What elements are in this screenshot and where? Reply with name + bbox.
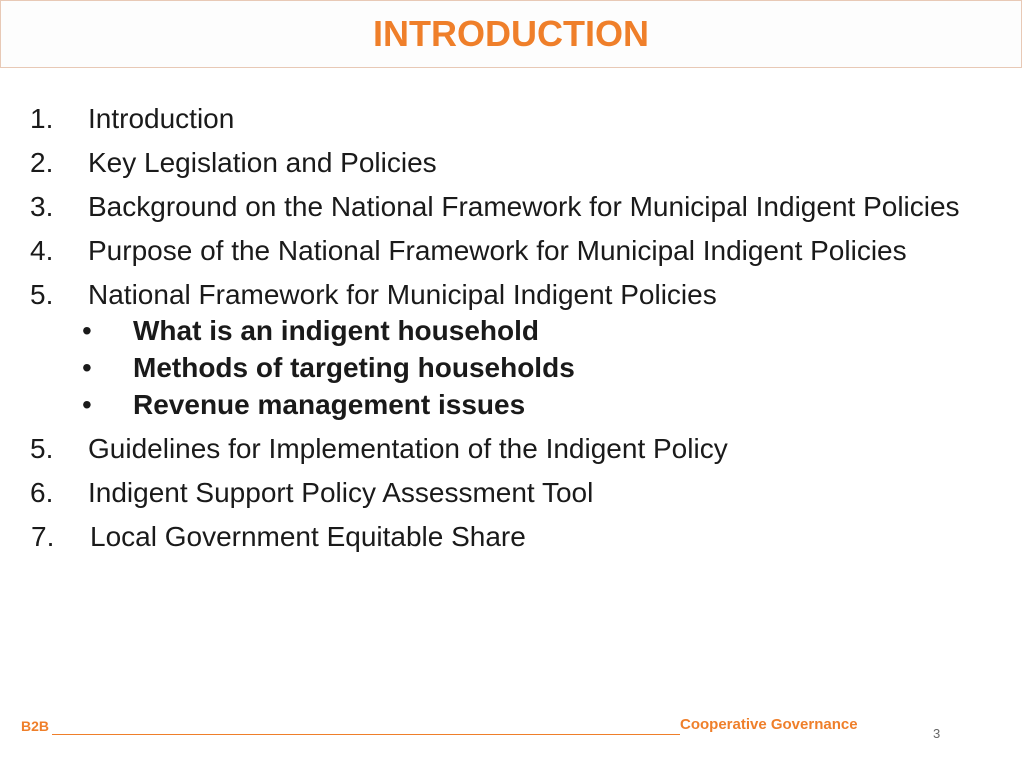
bullet-icon: • [82, 352, 92, 383]
agenda-item [30, 104, 970, 134]
agenda-list [30, 104, 970, 566]
agenda-item [30, 192, 970, 222]
agenda-item-number: 7. [31, 521, 55, 552]
agenda-item-number: 3. [30, 191, 54, 222]
agenda-item-text: Key Legislation and Policies [88, 147, 437, 178]
agenda-item-text: Purpose of the National Framework for Municipal Indigent Policies [88, 235, 907, 266]
agenda-item-text: Guidelines for Implementation of the Indigent Policy [88, 433, 728, 464]
footer-divider [52, 734, 680, 735]
agenda-item-text: Indigent Support Policy Assessment Tool [88, 477, 594, 508]
agenda-item-number: 2. [30, 147, 54, 178]
agenda-item [30, 236, 970, 266]
slide-footer [0, 712, 1024, 768]
agenda-item [30, 434, 970, 464]
slide-title: INTRODUCTION [373, 13, 649, 54]
agenda-subitem-text: What is an indigent household [133, 315, 539, 346]
agenda-item [30, 280, 970, 310]
agenda-item-text: National Framework for Municipal Indigent Policies [88, 279, 717, 310]
agenda-item [30, 478, 970, 508]
footer-organization: Cooperative Governance [680, 716, 858, 733]
agenda-subitem [30, 390, 970, 420]
bullet-icon: • [82, 315, 92, 346]
agenda-item [30, 522, 970, 552]
agenda-item-number: 6. [30, 477, 54, 508]
agenda-item-number: 1. [30, 103, 54, 134]
title-bar [0, 0, 1022, 68]
agenda-item-text: Local Government Equitable Share [90, 521, 526, 552]
agenda-subitem-text: Revenue management issues [133, 389, 526, 420]
agenda-item-number: 5. [30, 279, 54, 310]
agenda-subitem [30, 316, 970, 346]
bullet-icon: • [82, 389, 92, 420]
agenda-item-text: Background on the National Framework for Municipal Indigent Policies [88, 191, 960, 222]
agenda-item-number: 4. [30, 235, 54, 266]
agenda-item [30, 148, 970, 178]
page-number: 3 [933, 726, 941, 741]
agenda-item-number: 5. [30, 433, 54, 464]
footer-brand-logo: B2B [21, 718, 50, 734]
agenda-item-text: Introduction [88, 103, 235, 134]
agenda-subitem-text: Methods of targeting households [133, 352, 575, 383]
agenda-subitem [30, 353, 970, 383]
